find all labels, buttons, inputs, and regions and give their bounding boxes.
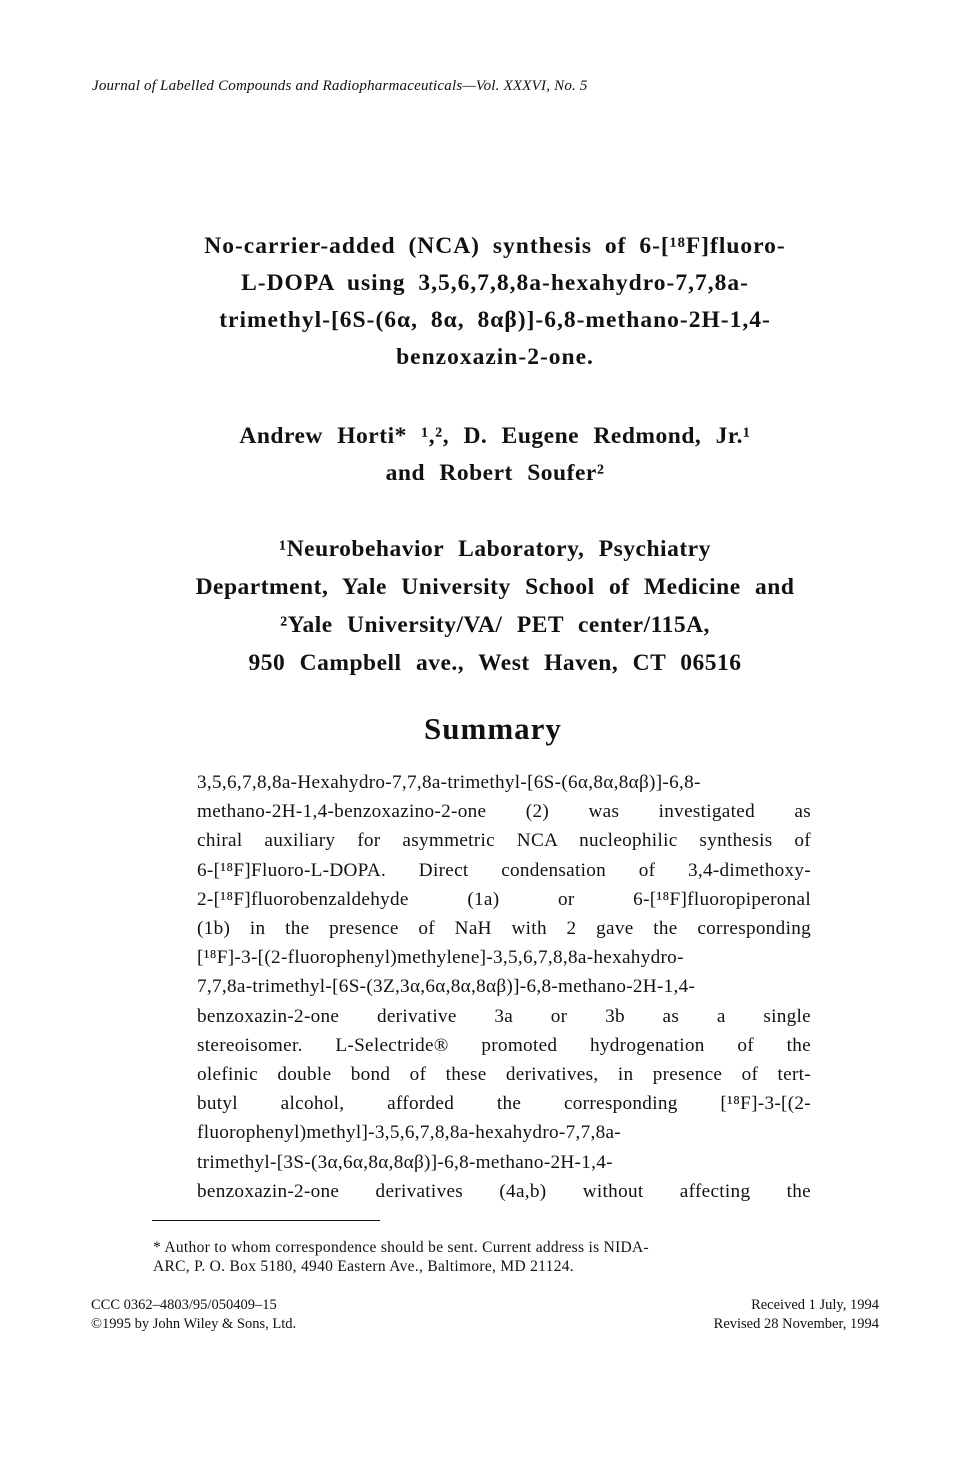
author-list: [150, 418, 840, 492]
affiliation-line: Department, Yale University School of Medicine and: [195, 574, 795, 600]
summary-line: olefinic double bond of these derivatives, in presence of tert-: [197, 1064, 811, 1086]
summary-heading: Summary: [424, 711, 562, 746]
summary-line: fluorophenyl)methyl]-3,5,6,7,8,8a-hexahydro-7,7,8a-: [197, 1122, 621, 1144]
footnote-line: * Author to whom correspondence should be sent. Current address is NIDA-: [153, 1239, 649, 1256]
affiliations: [150, 530, 840, 682]
summary-line: stereoisomer. L-Selectride® promoted hydrogenation of the: [197, 1034, 811, 1056]
summary-line: 3,5,6,7,8,8a-Hexahydro-7,7,8a-trimethyl-[6S-(6α,8α,8αβ)]-6,8-: [197, 772, 701, 793]
footnote: [153, 1238, 813, 1276]
summary-line: 6-[¹⁸F]Fluoro-L-DOPA. Direct condensation of 3,4-dimethoxy-: [197, 859, 811, 881]
copyright-notice: ©1995 by John Wiley & Sons, Ltd.: [91, 1316, 297, 1332]
title-line: L-DOPA using 3,5,6,7,8,8a-hexahydro-7,7,8a-: [241, 270, 749, 296]
received-dates: [714, 1296, 879, 1334]
summary-line: [¹⁸F]-3-[(2-fluorophenyl)methylene]-3,5,6,7,8,8a-hexahydro-: [197, 947, 684, 969]
journal-header: Journal of Labelled Compounds and Radiopharmaceuticals—Vol. XXXVI, No. 5: [92, 78, 588, 94]
summary-line: benzoxazin-2-one derivative 3a or 3b as a single: [197, 1005, 811, 1027]
title-line: trimethyl-[6S-(6α, 8α, 8αβ)]-6,8-methano-2H-1,4-: [219, 307, 771, 333]
ccc-code: CCC 0362–4803/95/050409–15: [91, 1297, 277, 1313]
received-date: Received 1 July, 1994: [751, 1297, 879, 1313]
article-title: [150, 228, 840, 376]
footnote-divider: [152, 1220, 380, 1221]
revised-date: Revised 28 November, 1994: [713, 1316, 879, 1332]
summary-line: methano-2H-1,4-benzoxazino-2-one (2) was investigated as: [197, 801, 811, 823]
author-line: and Robert Soufer²: [385, 460, 605, 486]
summary-line: benzoxazin-2-one derivatives (4a,b) without affecting the: [197, 1180, 811, 1202]
title-line: No-carrier-added (NCA) synthesis of 6-[¹⁸F]fluoro-: [204, 233, 786, 259]
summary-text: [197, 768, 811, 1206]
summary-line: 2-[¹⁸F]fluorobenzaldehyde (1a) or 6-[¹⁸F]fluoropiperonal: [197, 888, 811, 910]
title-line: benzoxazin-2-one.: [396, 344, 594, 370]
summary-line: butyl alcohol, afforded the corresponding [¹⁸F]-3-[(2-: [197, 1093, 811, 1115]
footnote-line: ARC, P. O. Box 5180, 4940 Eastern Ave., Baltimore, MD 21124.: [153, 1258, 574, 1275]
affiliation-line: ²Yale University/VA/ PET center/115A,: [280, 612, 710, 638]
summary-line: trimethyl-[3S-(3α,6α,8α,8αβ)]-6,8-methano-2H-1,4-: [197, 1151, 613, 1173]
summary-line: chiral auxiliary for asymmetric NCA nucleophilic synthesis of: [197, 830, 811, 852]
summary-line: (1b) in the presence of NaH with 2 gave the corresponding: [197, 918, 811, 940]
summary-line: 7,7,8a-trimethyl-[6S-(3Z,3α,6α,8α,8αβ)]-6,8-methano-2H-1,4-: [197, 976, 696, 998]
affiliation-line: 950 Campbell ave., West Haven, CT 06516: [248, 650, 742, 676]
copyright-block: [91, 1296, 296, 1334]
author-line: Andrew Horti* ¹,², D. Eugene Redmond, Jr.¹: [239, 423, 751, 449]
affiliation-line: ¹Neurobehavior Laboratory, Psychiatry: [279, 536, 711, 562]
